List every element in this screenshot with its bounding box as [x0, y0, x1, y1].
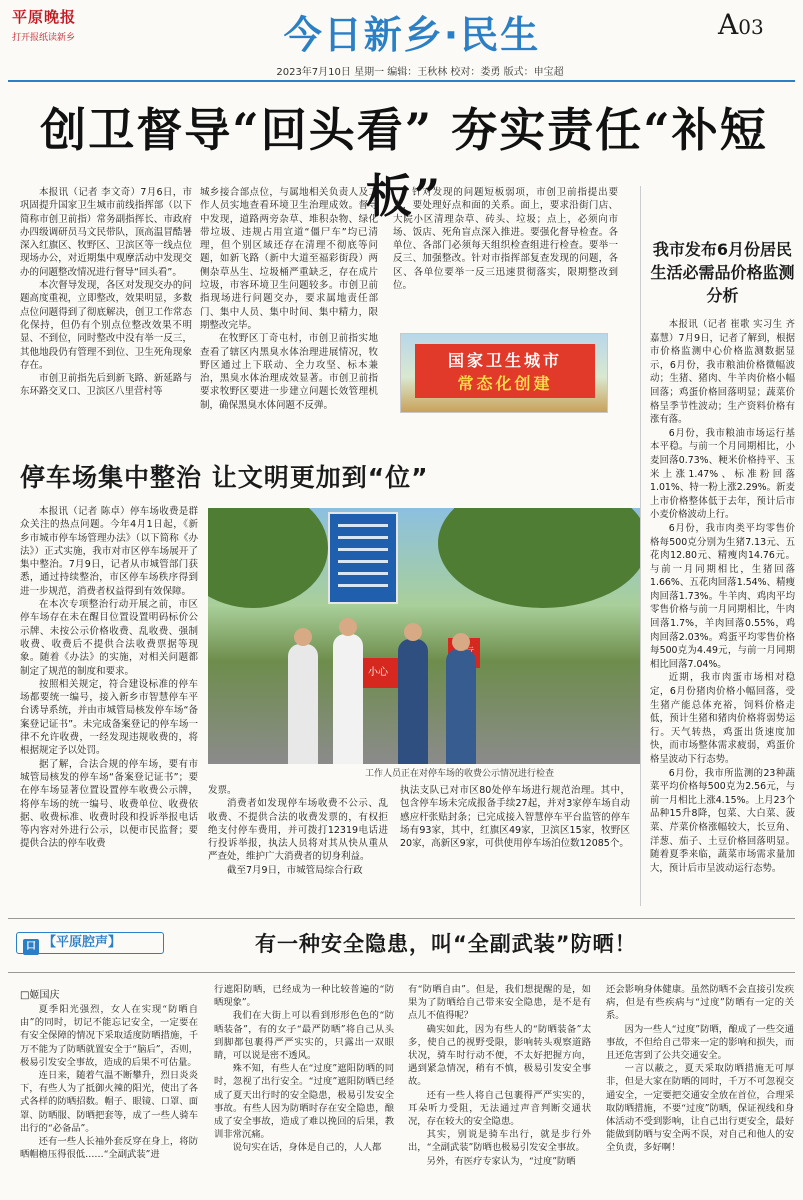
- essay-byline: □姬国庆: [20, 990, 60, 1001]
- headline-sun-protection-safety: 有一种安全隐患，叫“全副武装”防晒！: [255, 932, 637, 956]
- paragraph: 按照相关规定，符合建设标准的停车场都要统一编号，接入新乡市智慧停车平台诱导系统，并由市城管局核发停车场“备案登记证书”。未完成备案登记的停车场一律不允许收费，一经发现违规收费的，将根据规定予以处罚。: [20, 678, 198, 757]
- paragraph: 因为一些人“过度”防晒，酿成了一些交通事故，不但给自己带来一定的影响和损失，而且还危害到了公共交通安全。: [606, 1023, 794, 1062]
- paragraph: 说句实在话，身体是自己的，人人都: [232, 1142, 382, 1154]
- commentary-rule: [8, 972, 795, 973]
- paragraph: 6月份，我市粮油市场运行基本平稳。与前一个月同期相比，小麦回落0.73%、粳米价格持平、玉米上涨1.47%、标准粉回落1.01%、特一粉上涨2.29%。新麦上市价格整体低于去年，预计后市小麦价格波动上行。: [650, 427, 795, 521]
- photo-tree: [438, 508, 640, 608]
- paragraph: 在牧野区丁奇屯村，市创卫前指实地查看了辖区内黑臭水体治理进展情况，牧野区通过上下联动、全力攻坚、标本兼治，黑臭水体治理成效显著。市创卫前指要求牧野区要进一步建立问题长效管理机制，确保黑臭水体问题不反弹。: [200, 333, 378, 411]
- paragraph: 本报讯（记者 陈卓）停车场收费是群众关注的热点问题。今年4月1日起，《新乡市城市停车场管理办法》（以下简称《办法》）正式实施，我市对市区停车场展开了集中整治。7月9日，记者从市城管部门获悉，通过持续整治，市区停车场秩序得到进一步规范，消费者权益得到有效保障。: [20, 506, 198, 597]
- poster-line-1: 国家卫生城市: [447, 351, 562, 370]
- dateline: 2023年7月10日 星期一 编辑：王秋林 校对：娄勇 版式：申宝超: [276, 67, 564, 78]
- paper-logo: 平原晚报: [12, 8, 77, 26]
- paragraph: 还有一些人长袖外套反穿在身上，将防晒帽檐压得很低……“全副武装”进: [20, 1136, 198, 1161]
- photo-person: [333, 634, 363, 764]
- paragraph: 截至7月9日，市城管局综合行政: [227, 864, 363, 876]
- paper-slogan: 打开报纸读新乡: [12, 33, 76, 43]
- paragraph: 还会影响身体健康。虽然防晒不会直接引发疾病，但是有些疾病与“过度”防晒有一定的关系。: [606, 984, 794, 1022]
- paragraph: 确实如此，因为有些人的“防晒装备”太多，使自己的视野受限，影响转头观察道路状况，骑车时行动不便，不太好把握方向，遇到紧急情况，稍有不慎，极易引发安全事故。: [408, 1023, 591, 1088]
- paragraph: 另外，有医疗专家认为，“过度”防晒: [426, 1155, 576, 1167]
- paragraph: 针对发现的问题短板弱项，市创卫前指提出要求，要处理好点和面的关系。面上，要求沿街门店、大院小区清理杂草、砖头、垃圾；点上，必须向市场、饭店、死角盲点深入推进。要强化督导检查。各单位、各部门必须每天组织检查组进行检查。要举一反三、加强整改。针对市指挥部复查发现的问题，各区、各单位要举一反三迅速贯彻落实，限期整改到位。: [393, 187, 618, 292]
- photo-caution-sign: 小心: [356, 658, 400, 688]
- photo-tree: [208, 508, 328, 608]
- paragraph: 发票。: [208, 785, 237, 796]
- masthead-rule: [8, 80, 795, 82]
- paragraph: 6月份，我市所监测的23种蔬菜平均价格每500克为2.56元，与前一月相比上涨4.15%。上月23个品种15升8降，包菜、大白菜、菠菜、芹菜价格涨幅较大，长豆角、洋葱、茄子、土豆价格回落明显。随着夏季来临，蔬菜市场需求量加大，预计后市呈波动运行态势。: [650, 767, 795, 874]
- story2-column-1: [20, 505, 198, 851]
- paragraph: 城乡接合部点位，与属地相关负责人及工作人员实地查看环境卫生治理成效。督导中发现，道路两旁杂草、堆积杂物、绿化带垃圾、违规占用宣道“僵尸车”均已清理，但个别区域还存在清理不彻底等问题，如新飞路（新中大道至福彩街段）两侧杂草丛生、垃圾桶严重缺乏，存在成片垃圾，市容环境卫生问题较多。市创卫前指现场进行问题交办，要求属地责任部门、集中人员、集中时间、集中精力，限期整改完毕。: [200, 187, 378, 331]
- poster-line-2: 常态化创建: [457, 374, 553, 393]
- column-tag-icon: 口: [23, 939, 39, 955]
- sidebar-divider: [640, 186, 641, 906]
- story1-column-3: [393, 186, 618, 292]
- paragraph: 本报讯（记者 李文奇）7月6日，市巩固提升国家卫生城市前线指挥部（以下简称市创卫前指）常务副指挥长、市政府办四级调研员马文民带队，顶高温冒酷暑深入红旗区、牧野区、卫滨区等一线点位现场办公，对近期集中观摩活动中发现交办的问题整改情况进行督导“回头看”。: [20, 187, 192, 278]
- sanitation-city-poster: [400, 333, 608, 413]
- paragraph: 6月份，我市肉类平均零售价格每500克分别为生猪7.13元、五花肉12.80元、精瘦肉14.76元。与前一月同期相比，生猪回落1.66%、五花肉回落1.54%、精瘦肉回落1.73%。牛羊肉、鸡肉平均零售价格与前一月同期相比，牛肉回落1.7%，羊肉回落0.55%，鸡肉回落2.03%。鸡蛋平均零售价格每500克为4.49元，与前一月同期相比回落7.04%。: [650, 522, 795, 670]
- essay-column-3: [408, 983, 591, 1168]
- commentary-top-rule: [8, 918, 795, 919]
- photo-officer: [446, 649, 476, 764]
- paragraph: 执法支队已对市区80处停车场进行规范治理。其中，包含停车场未完成报备手续27起，并对3家停车场自动感应杆张贴封条；已完成接入智慧停车平台监管的停车场有93家，其中，红旗区49家，卫滨区15家，牧野区20家，高新区9家，可供使用停车场泊位数12085个。: [400, 785, 630, 850]
- paragraph: 本报讯（记者 崔歌 实习生 齐嘉慧）7月9日，记者了解到，根据市价格监测中心价格监测数据显示，6月份，我市粮油价格微幅波动；生猪、猪肉、牛羊肉价格小幅回落；鸡蛋价格回落明显；蔬菜价格呈季节性波动；生产资料价格有涨有落。: [650, 319, 795, 426]
- masthead: [0, 0, 803, 60]
- paragraph: 我们在大街上可以看到形形色色的“防晒装备”，有的女子“最严防晒”将自己从头到脚都包裹得严严实实的，只露出一双眼睛，可以说是密不透风。: [214, 1010, 394, 1062]
- page-letter: A: [718, 8, 739, 41]
- photo-caption: 工作人员正在对停车场的收费公示情况进行检查: [365, 769, 555, 779]
- paragraph: 夏季阳光强烈，女人在实现“防晒自由”的同时，切记不能忘记安全，一定要在有安全保障的情况下采取适度防晒措施，千万不能为了防晒就置安全于“脑后”，否则，极易引发安全事故，造成的后果不可估量。: [20, 1004, 198, 1068]
- paragraph: 一言以蔽之，夏天采取防晒措施无可厚非，但是大家在防晒的同时，千万不可忽视交通安全，一定要把交通安全放在首位，合理采取防晒措施，不要“过度”防晒，保证视线和身体活动不受到影响，让自己出行更安全，最好能做到防晒与安全两不误，对自己和他人的安全负责，多好啊！: [606, 1063, 794, 1154]
- paragraph: 还有一些人将自己包裹得严严实实的，耳朵听力受阻，无法通过声音判断交通状况，存在较大的安全隐患。: [408, 1089, 591, 1128]
- column-tag-label: 【平原腔声】: [43, 935, 122, 950]
- paragraph: 连日来，随着气温不断攀升，烈日炎炎下，有些人为了抵御火辣的阳光，使出了各式各样的防晒招数。帽子、眼镜、口罩、面罩、防晒服、防晒把套等，成了一些人骑车出行的“必备品”。: [20, 1070, 198, 1134]
- paragraph: 消费者如发现停车场收费不公示、乱收费、不提供合法的收费发票的，有权拒绝支付停车费用，并可拨打12319电话进行投诉举报，执法人员将对其从快从重从严查处，维护广大消费者的切身利益。: [208, 798, 388, 863]
- essay-column-4: [606, 983, 794, 1155]
- section-title: 今日新乡·民生: [283, 13, 541, 57]
- page-number: 03: [738, 15, 764, 39]
- paragraph: 行遮阳防晒，已经成为一种比较普遍的“防晒现象”。: [214, 984, 394, 1009]
- headline-price-monitoring: 我市发布6月份居民生活必需品价格监测分析: [650, 240, 795, 305]
- story2-column-2: [208, 784, 388, 877]
- paragraph: 其实，别说是骑车出行，就是步行外出，“全副武装”防晒也极易引发安全事故。: [408, 1129, 591, 1154]
- price-story-body: [650, 318, 795, 875]
- paragraph: 在本次专项整治行动开展之前，市区停车场存在未在醒目位置设置明码标价公示牌、未按公示价格收费、乱收费、强制收费、收费后不提供合法收费票据等现象。随着《办法》的实施，对相关问题都制定了规范的制度和要求。: [20, 599, 198, 677]
- paragraph: 市创卫前指先后到新飞路、新延路与东环路交叉口、卫滨区八里营村等: [20, 373, 192, 398]
- paragraph: 据了解，合法合规的停车场，要有市城管局核发的停车场“备案登记证书”；要在停车场显著位置设置停车收费公示牌，将停车场的统一编号、收费单位、收费依据、收费标准、收费时段和投诉举报电话等内容对外进行公示，以便市民监督；要提供合法的停车收费: [20, 758, 198, 850]
- photo-officer: [398, 639, 428, 764]
- paragraph: 有“防晒自由”。但是，我们想提醒的是，如果为了防晒给自己带来安全隐患，是不是有点儿不值得呢？: [408, 984, 591, 1022]
- paragraph: 殊不知，有些人在“过度”遮阳防晒的同时，忽视了出行安全。“过度”遮阳防晒已经成了夏天出行时的安全隐患，极易引发安全事故。有些人因为防晒时存在安全隐患，酿成了安全事故，造成了难以挽回的后果，教训非常沉痛。: [214, 1063, 394, 1141]
- headline-parking-rectification: 停车场集中整治 让文明更加到“位”: [20, 463, 429, 492]
- essay-column-1: [20, 1003, 198, 1161]
- paragraph: 本次督导发现，各区对发现交办的问题高度重视，立即整改，效果明显，多数点位问题得到了彻底解决，创卫工作常态化保持，但仍有个别点位整改效果不明显、不到位，同时整改中没有举一反三，其他地段仍有管理不到位、卫生死角现象存在。: [20, 280, 192, 371]
- parking-inspection-photo: [208, 508, 640, 764]
- column-tag: [16, 932, 164, 954]
- essay-column-2: [214, 983, 394, 1155]
- headline-sanitation-inspection: 创卫督导“回头看” 夯实责任“补短板”: [40, 103, 768, 223]
- story2-column-3: [400, 784, 630, 850]
- story1-column-1: [20, 186, 192, 399]
- photo-person: [288, 644, 318, 764]
- page-label: [718, 8, 764, 41]
- photo-parking-sign: [328, 512, 398, 604]
- poster-banner: [415, 344, 595, 398]
- paragraph: 近期，我市肉蛋市场相对稳定，6月份猪肉价格小幅回落，受生猪产能总体充裕，饲料价格走低，预计生猪和猪肉价格将弱势运行。天气转热，鸡蛋出货速度加快，而市场整体需求疲弱，鸡蛋价格呈波动下行态势。: [650, 672, 795, 765]
- story1-column-2: [200, 186, 378, 412]
